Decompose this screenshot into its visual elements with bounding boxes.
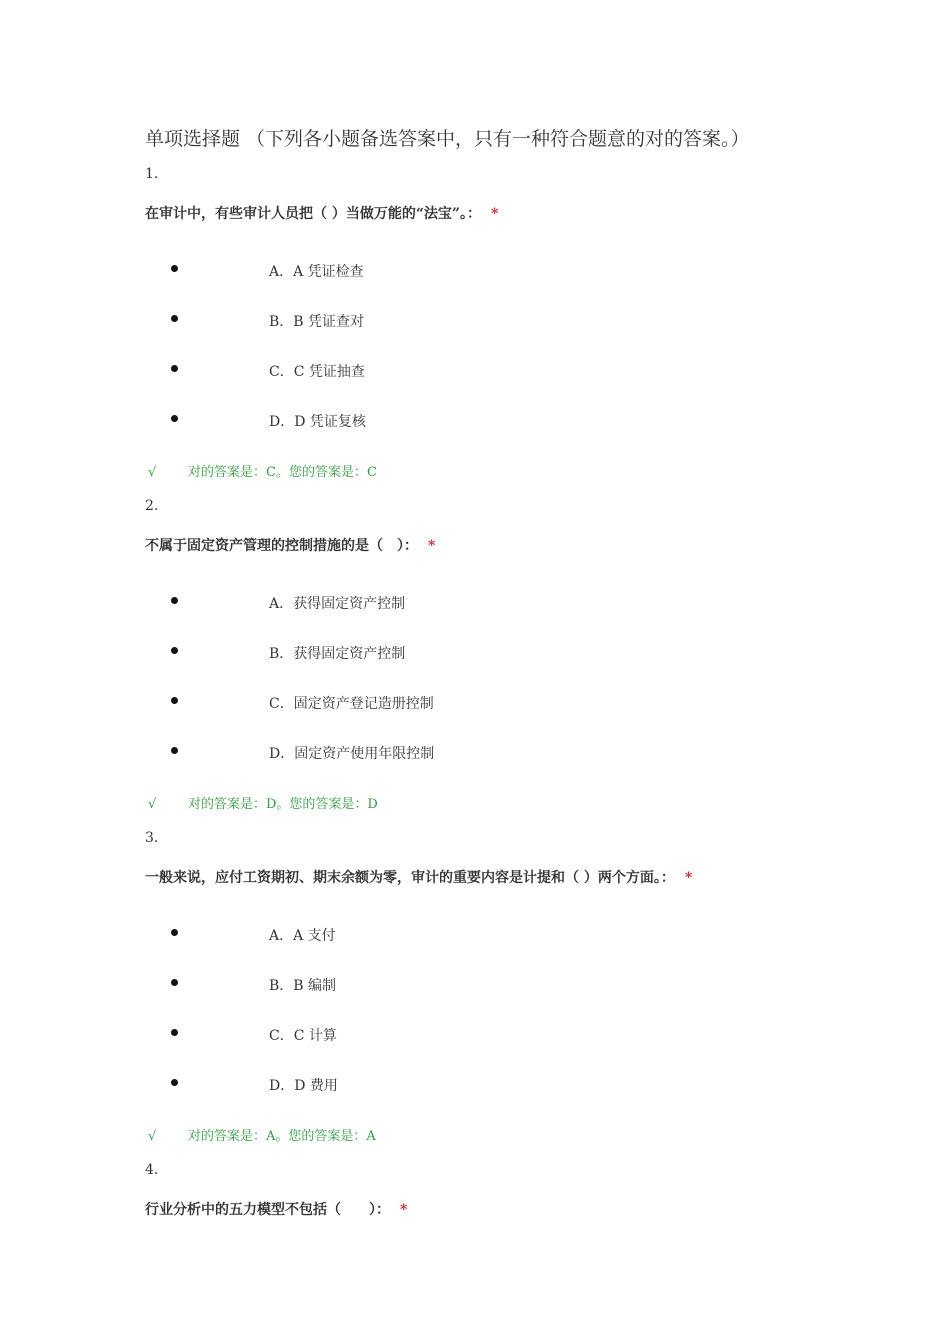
- option-label: A．A 支付: [269, 928, 336, 944]
- required-mark: *: [428, 538, 436, 554]
- option-item[interactable]: [0, 1025, 950, 1045]
- bullet-icon: [171, 415, 178, 422]
- bullet-icon: [171, 1079, 178, 1086]
- question-text-label: 一般来说，应付工资期初、期末余额为零，审计的重要内容是计提和（ ）两个方面。：: [145, 870, 675, 886]
- required-mark: *: [684, 870, 693, 886]
- option-item[interactable]: [0, 593, 950, 613]
- question-number: 1.: [145, 166, 159, 182]
- required-mark: *: [490, 206, 499, 222]
- bullet-icon: [171, 929, 178, 936]
- option-label: B．B 凭证查对: [269, 314, 365, 330]
- checkmark-icon: √: [148, 1129, 157, 1144]
- option-label: A．获得固定资产控制: [269, 596, 406, 612]
- section-title: 单项选择题 （下列各小题备选答案中，只有一种符合题意的对的答案。）: [145, 128, 750, 150]
- answer-text: 对的答案是：C。您的答案是：C: [188, 465, 377, 480]
- question-number: 4.: [145, 1162, 159, 1178]
- option-label: C．C 凭证抽查: [269, 364, 365, 380]
- question-text: [145, 867, 692, 887]
- option-label: D．D 费用: [269, 1078, 338, 1094]
- required-mark: *: [400, 1202, 408, 1218]
- question-text: [145, 203, 498, 223]
- option-label: C．C 计算: [269, 1028, 337, 1044]
- option-item[interactable]: [0, 361, 950, 381]
- option-item[interactable]: [0, 693, 950, 713]
- option-item[interactable]: [0, 925, 950, 945]
- answer-feedback: [148, 1125, 376, 1144]
- question-text-label: 在审计中，有些审计人员把（ ）当做万能的“法宝”。：: [145, 206, 481, 222]
- bullet-icon: [171, 697, 178, 704]
- answer-text: 对的答案是：A。您的答案是：A: [188, 1129, 376, 1144]
- option-label: B．B 编制: [269, 978, 337, 994]
- question-text: [145, 535, 435, 555]
- option-item[interactable]: [0, 411, 950, 431]
- question-text-label: 行业分析中的五力模型不包括（ ）：: [145, 1202, 390, 1218]
- option-label: D．固定资产使用年限控制: [269, 746, 435, 762]
- option-label: C．固定资产登记造册控制: [269, 696, 434, 712]
- bullet-icon: [171, 979, 178, 986]
- bullet-icon: [171, 597, 178, 604]
- answer-text: 对的答案是：D。您的答案是：D: [188, 797, 378, 812]
- option-item[interactable]: [0, 1075, 950, 1095]
- bullet-icon: [171, 747, 178, 754]
- option-item[interactable]: [0, 975, 950, 995]
- option-item[interactable]: [0, 743, 950, 763]
- bullet-icon: [171, 365, 178, 372]
- answer-feedback: [148, 793, 378, 812]
- bullet-icon: [171, 647, 178, 654]
- option-item[interactable]: [0, 261, 950, 281]
- bullet-icon: [171, 315, 178, 322]
- question-number: 3.: [145, 830, 159, 846]
- option-item[interactable]: [0, 311, 950, 331]
- option-label: D．D 凭证复核: [269, 414, 366, 430]
- question-text: [145, 1199, 407, 1219]
- option-label: A．A 凭证检查: [269, 264, 364, 280]
- bullet-icon: [171, 265, 178, 272]
- question-text-label: 不属于固定资产管理的控制措施的是（ ）：: [145, 538, 418, 554]
- option-label: B．获得固定资产控制: [269, 646, 406, 662]
- checkmark-icon: √: [148, 465, 157, 480]
- bullet-icon: [171, 1029, 178, 1036]
- checkmark-icon: √: [148, 797, 157, 812]
- option-item[interactable]: [0, 643, 950, 663]
- answer-feedback: [148, 461, 377, 480]
- question-number: 2.: [145, 498, 159, 514]
